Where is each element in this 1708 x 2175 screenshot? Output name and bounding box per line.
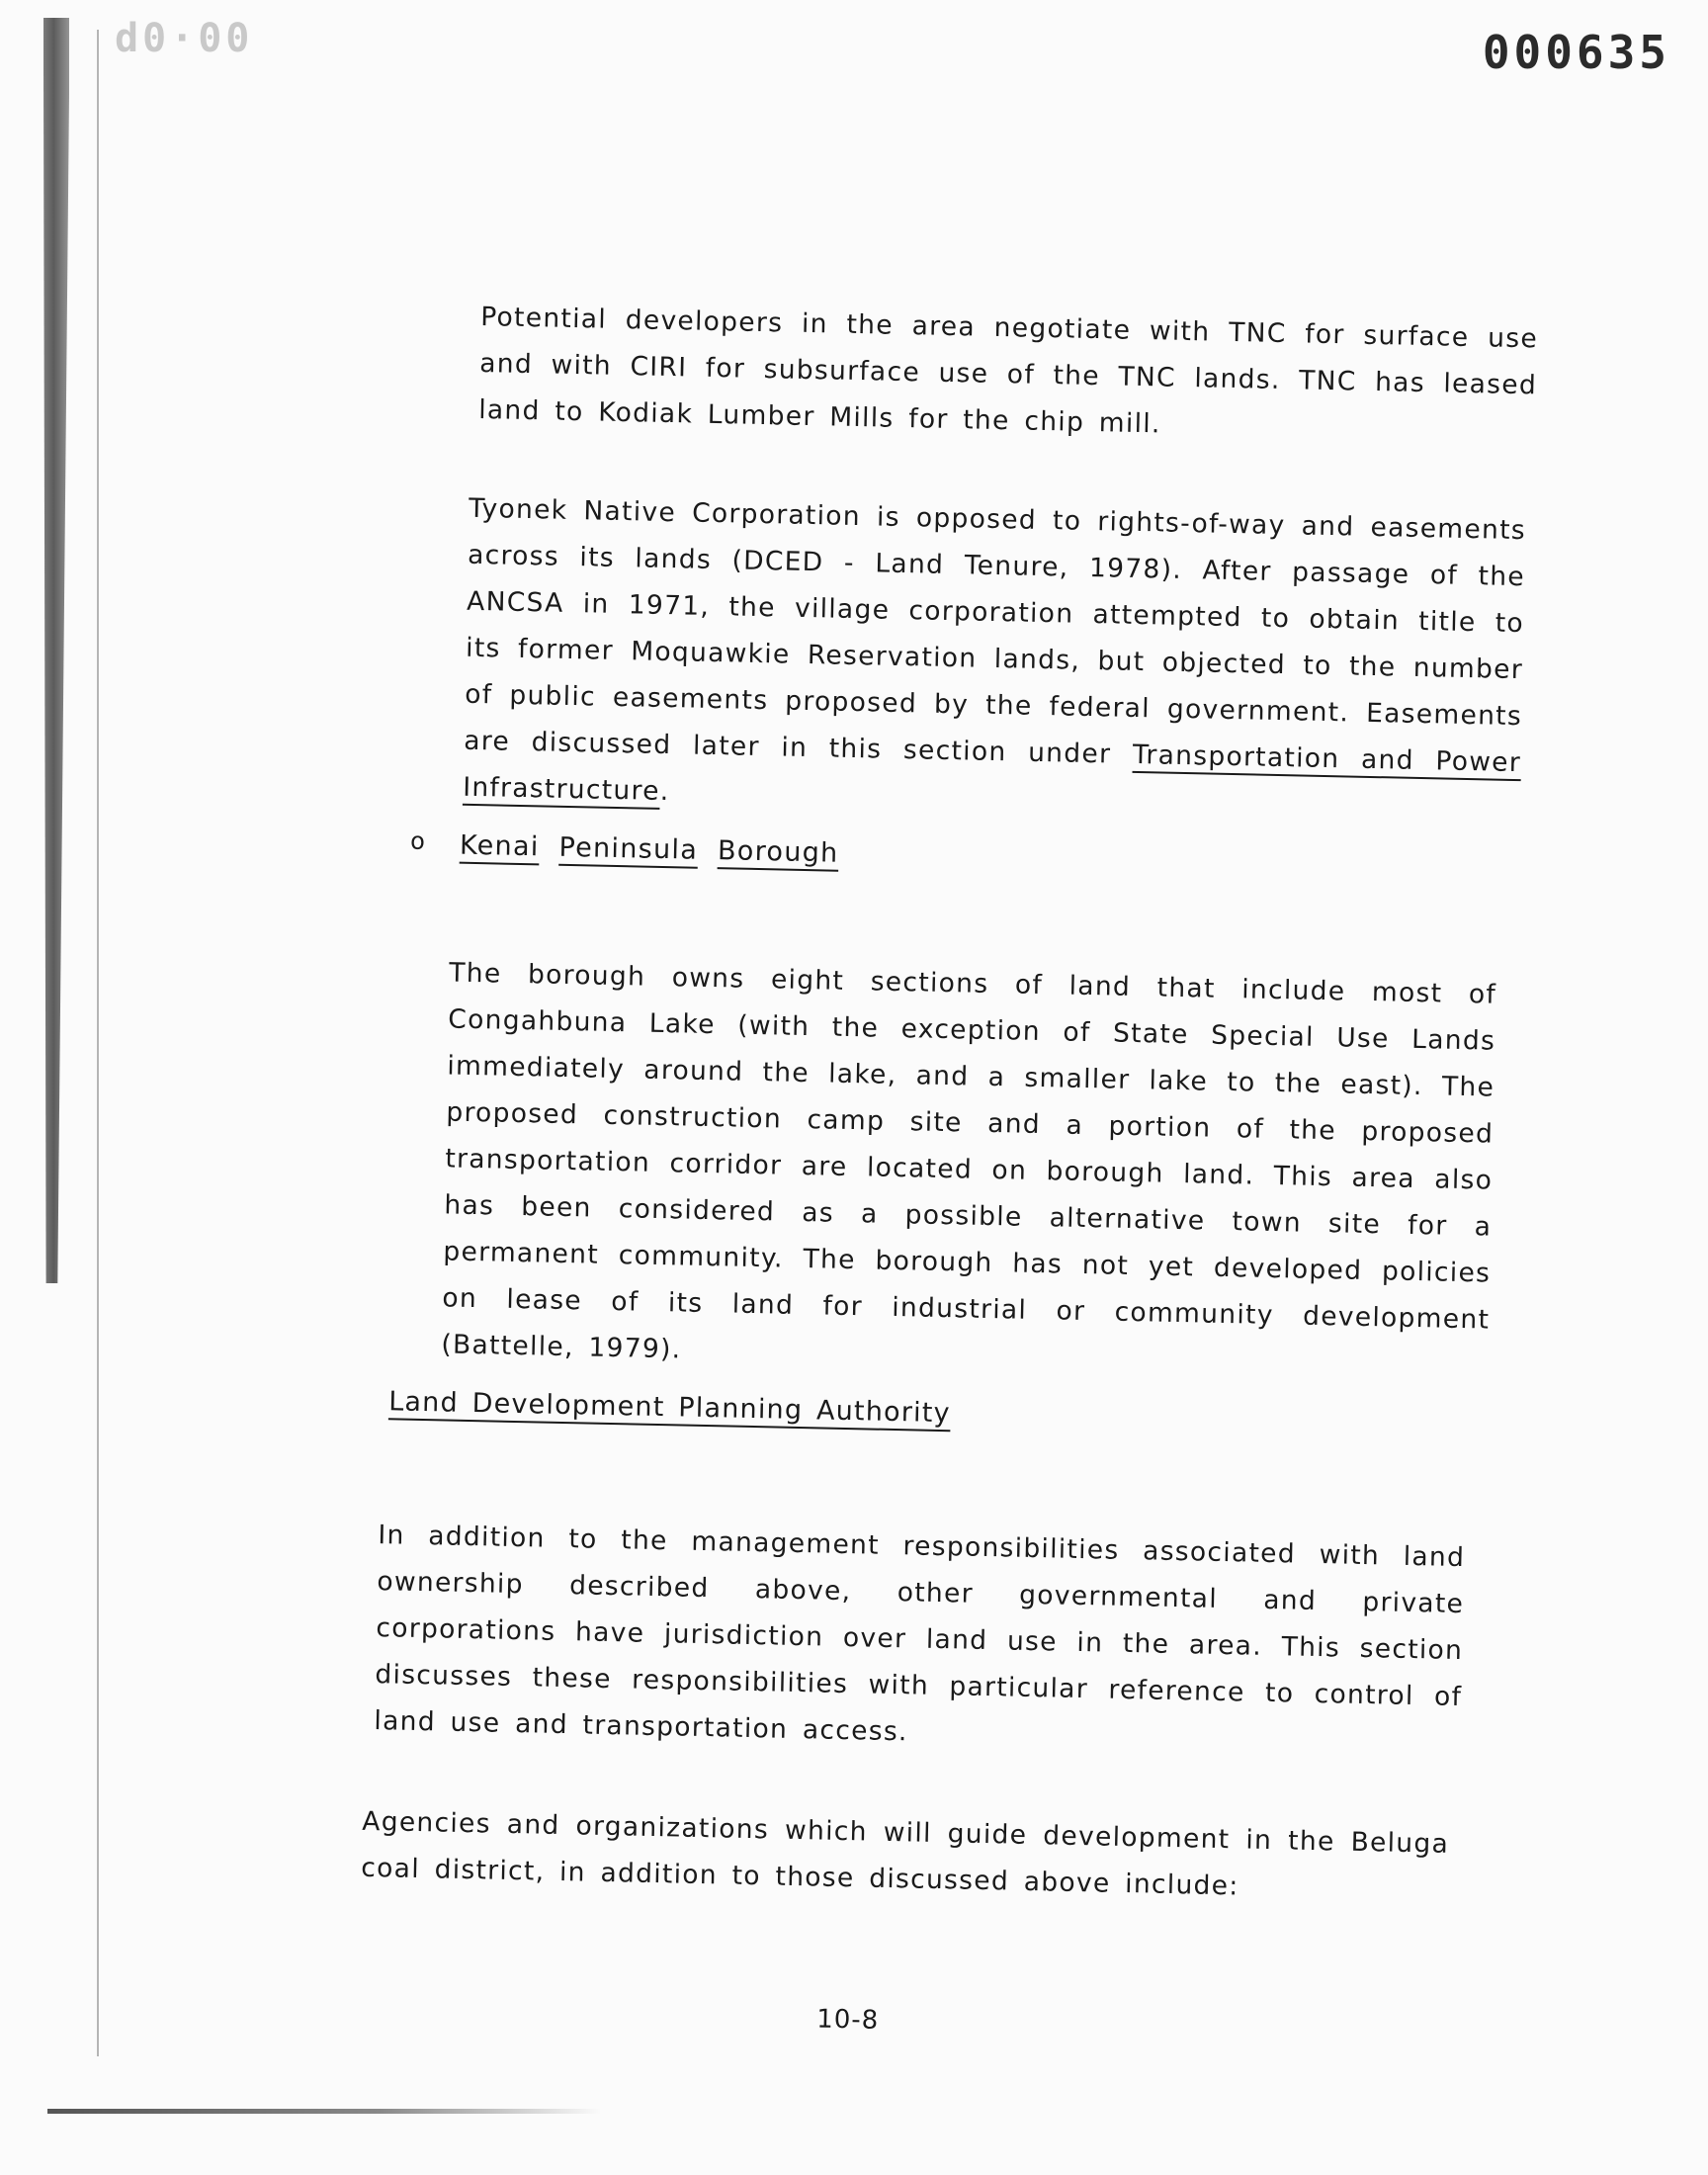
paragraph-borough-land: The borough owns eight sections of land that include most of Congahbuna Lake (with the exception of State Special Use Lands immediately around the lake, and a smaller lake to the east). The proposed construction camp site and a portion of the proposed transportation corridor are located on borough land. This area also has been considered as a possible alternative town site for a permanent community. The borough has not yet developed policies on lease of its land for industrial or community development (Battelle, 1979). xyxy=(441,956,1497,1364)
heading-word-kenai: Kenai xyxy=(459,829,540,863)
paragraph-tyonek-end: . xyxy=(659,775,670,807)
document-stamp-number: 000635 xyxy=(1482,26,1670,79)
transportation-infrastructure-reference: Transportation and Power Infrastructure xyxy=(462,739,1522,807)
heading-word-borough: Borough xyxy=(717,835,839,869)
heading-word-peninsula: Peninsula xyxy=(558,831,699,866)
page-number: 10-8 xyxy=(815,2004,880,2036)
paragraph-tyonek-corporation xyxy=(463,484,1527,831)
paragraph-jurisdiction: In addition to the management responsibilities associated with land ownership described above, other governmental and private corporations have jurisdiction over land use in the area. This section discusses these responsibilities with particular reference to control of land use and transportation access. xyxy=(374,1519,1466,1747)
bleed-through-stamp: 00·0b xyxy=(111,16,250,61)
kenai-peninsula-borough-heading xyxy=(460,830,839,869)
paragraph-agencies: Agencies and organizations which will guide development in the Beluga coal district, in addition to those discussed above include: xyxy=(361,1805,1450,1901)
paragraph-tnc-leasing: Potential developers in the area negotiate with TNC for surface use and with CIRI for subsurface use of the TNC lands. TNC has leased land to Kodiak Lumber Mills for the chip mill. xyxy=(477,301,1539,439)
paragraph-tyonek-text: Tyonek Native Corporation is opposed to rights-of-way and easements across its lands (DCED - Land Tenure, 1978). After passage of the ANCSA in 1971, the village corporation attempted to obtain title to its former Moquawkie Reservation lands, but objected to the number of public easements proposed by the federal government. Easements are discussed later in this section under xyxy=(463,492,1527,770)
land-development-planning-authority-heading: Land Development Planning Authority xyxy=(387,1386,952,1430)
bullet-marker: o xyxy=(409,826,426,855)
